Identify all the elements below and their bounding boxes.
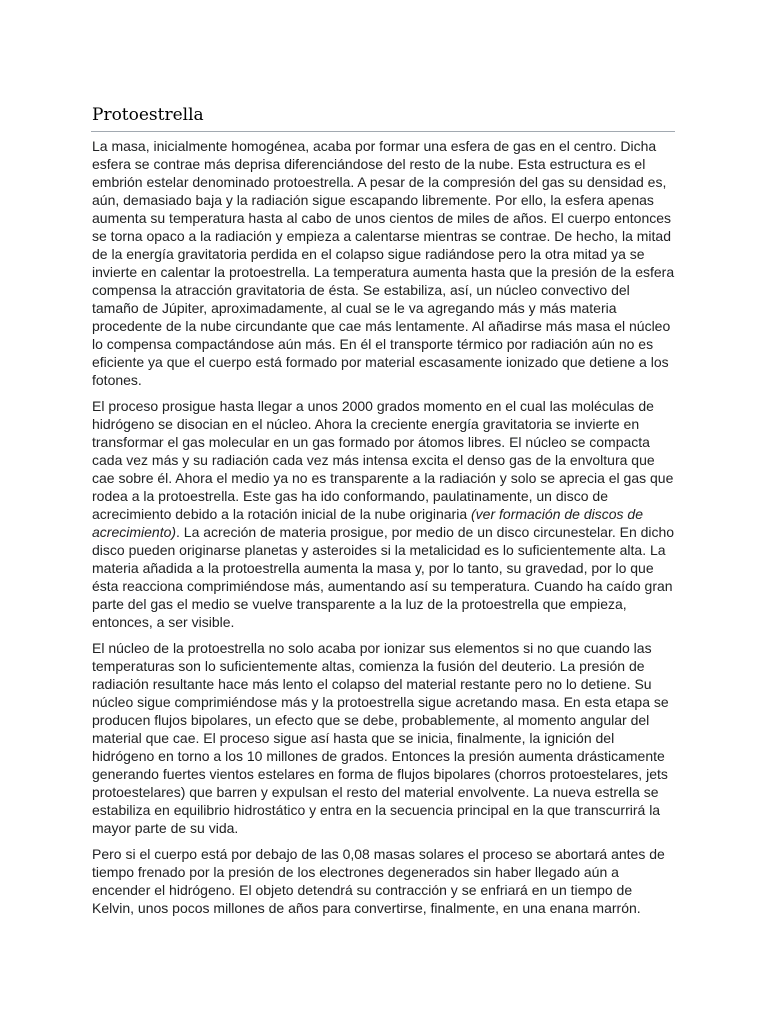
article-body [91,137,675,917]
paragraph-3-text: El núcleo de la protoestrella no solo acaba por ionizar sus elementos si no que cuando las temperaturas son lo suficientemente altas, comienza la fusión del deuterio. La presión de radiación resultante hace más lento el colapso del material restante pero no lo detiene. Su núcleo sigue comprimiéndose más y la protoestrella sigue acretando masa. En esta etapa se producen flujos bipolares, un efecto que se debe, probablemente, al momento angular del material que cae. El proceso sigue así hasta que se inicia, finalmente, la ignición del hidrógeno en torno a los 10 millones de grados. Entonces la presión aumenta drásticamente generando fuertes vientos estelares en forma de flujos bipolares (chorros protoestelares, jets protoestelares) que barren y expulsan el resto del material envolvente. La nueva estrella se estabiliza en equilibrio hidrostático y entra en la secuencia principal en la que transcurrirá la mayor parte de su vida. [92,640,669,836]
document-page [91,104,675,925]
paragraph-1-text: La masa, inicialmente homogénea, acaba por formar una esfera de gas en el centro. Dicha esfera se contrae más deprisa diferenciándose del resto de la nube. Esta estructura es el embrión estelar denominado protoestrella. A pesar de la compresión del gas su densidad es, aún, demasiado baja y la radiación sigue escapando libremente. Por ello, la esfera apenas aumenta su temperatura hasta al cabo de unos cientos de miles de años. El cuerpo entonces se torna opaco a la radiación y empieza a calentarse mientras se contrae. De hecho, la mitad de la energía gravitatoria perdida en el colapso sigue radiándose pero la otra mitad ya se invierte en calentar la protoestrella. La temperatura aumenta hasta que la presión de la esfera compensa la atracción gravitatoria de ésta. Se estabiliza, así, un núcleo convectivo del tamaño de Júpiter, aproximadamente, al cual se le va agregando más y más materia procedente de la nube circundante que cae más lentamente. Al añadirse más masa el núcleo lo compensa compactándose aún más. En él el transporte térmico por radiación aún no es eficiente ya que el cuerpo está formado por material escasamente ionizado que detiene a los fotones. [92,138,675,388]
paragraph-4 [92,845,675,917]
paragraph-2 [92,397,675,631]
paragraph-4-text: Pero si el cuerpo está por debajo de las 0,08 masas solares el proceso se abortará antes de tiempo frenado por la presión de los electrones degenerados sin haber llegado aún a encender el hidrógeno. El objeto detendrá su contracción y se enfriará en un tiempo de Kelvin, unos pocos millones de años para convertirse, finalmente, en una enana marrón. [92,846,665,916]
paragraph-2-italic-link: (ver formación de discos de acrecimiento) [92,506,643,540]
paragraph-2-text-end: . La acreción de materia prosigue, por medio de un disco circunestelar. En dicho disco pueden originarse planetas y asteroides si la metalicidad es lo suficientemente alta. La materia añadida a la protoestrella aumenta la masa y, por lo tanto, su gravedad, por lo que ésta reacciona comprimiéndose más, aumentando así su temperatura. Cuando ha caído gran parte del gas el medio se vuelve transparente a la luz de la protoestrella que empieza, entonces, a ser visible. [92,524,675,630]
paragraph-2-text-start: El proceso prosigue hasta llegar a unos 2000 grados momento en el cual las moléculas de hidrógeno se disocian en el núcleo. Ahora la creciente energía gravitatoria se invierte en transformar el gas molecular en un gas formado por átomos libres. El núcleo se compacta cada vez más y su radiación cada vez más intensa excita el denso gas de la envoltura que cae sobre él. Ahora el medio ya no es transparente a la radiación y solo se aprecia el gas que rodea a la protoestrella. Este gas ha ido conformando, paulatinamente, un disco de acrecimiento debido a la rotación inicial de la nube originaria [92,398,674,522]
paragraph-3 [92,639,675,837]
section-title: Protoestrella [91,104,675,132]
paragraph-1 [92,137,675,389]
